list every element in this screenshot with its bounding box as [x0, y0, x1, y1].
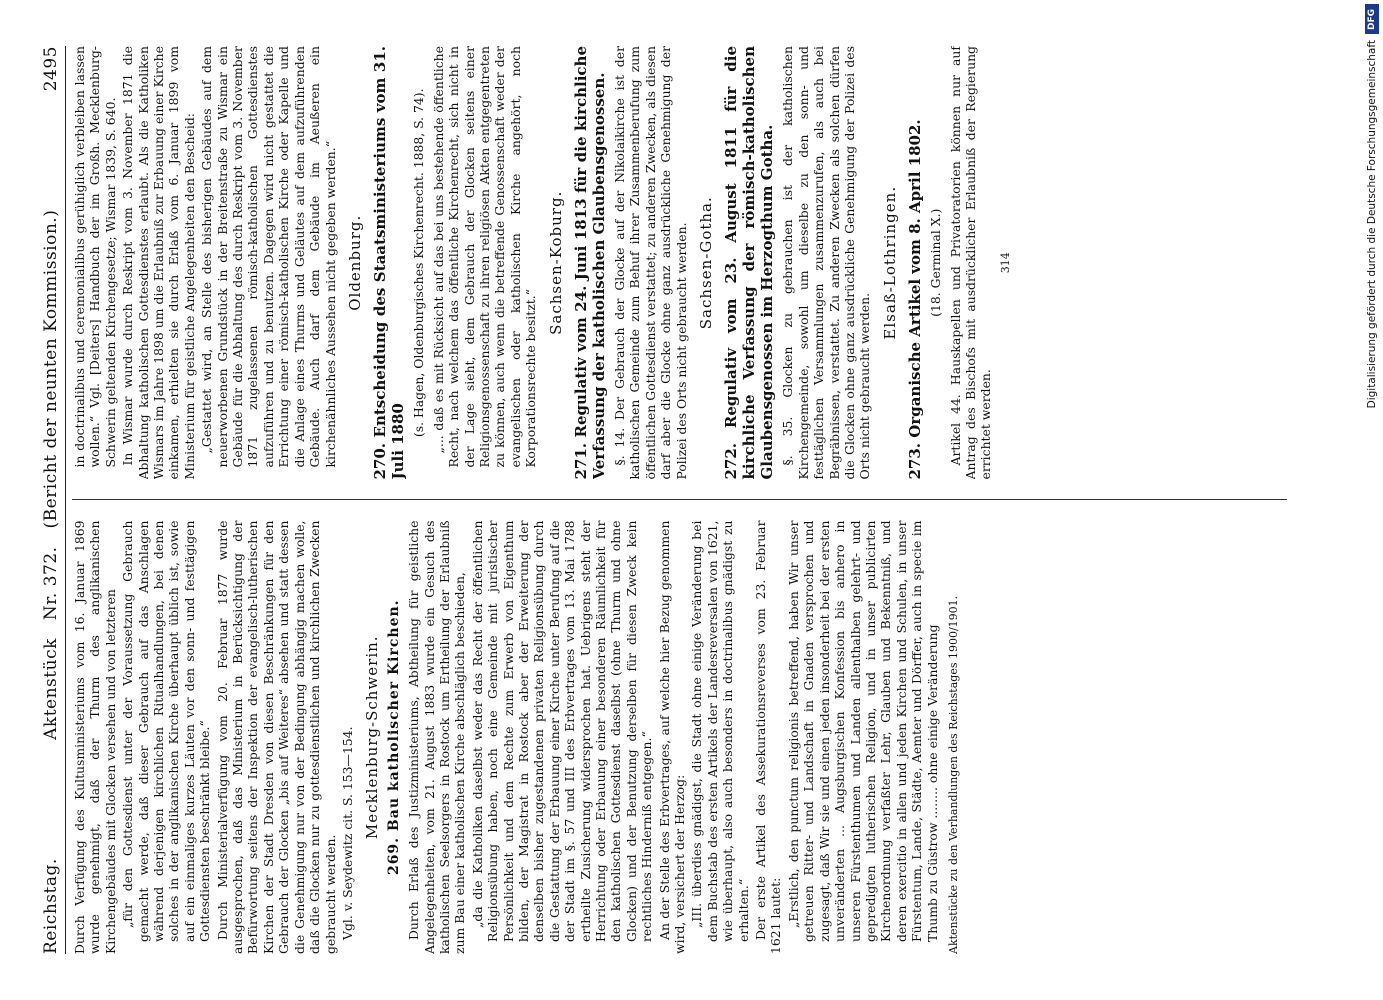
paragraph: Durch Verfügung des Kultusministeriums vom 16. Januar 1869 wurde genehmigt, daß der Thurm des anglikanischen Kirchengebäudes mit Glocken versehen und von letzteren: [71, 520, 118, 954]
page-number: 2495: [40, 46, 61, 92]
region-heading: Oldenburg.: [345, 214, 364, 311]
paragraph: §. 35. Glocken zu gebrauchen ist der katholischen Kirchengemeinde, sowohl um dieselbe zu den sonn- und festtäglichen Versammlungen zusammenzurufen, als auch bei Begräbnissen, verstattet. Zu anderen Zwecken als solchen dürfen die Glocken ohne ganz ausdrückliche Genehmigung der Polizei des Orts nicht gebraucht werden.: [779, 46, 872, 480]
paragraph: Durch Erlaß des Justizministeriums, Abtheilung für geistliche Angelegenheiten, vom 21. August 1883 wurde ein Gesuch des katholischen Seelsorgers in Rostock um Ertheilung der Erlaubniß zum Bau einer katholischen Kirche abschläglich beschieden,: [405, 520, 467, 954]
quote: „... daß es mit Rücksicht auf das bei uns bestehende öffentliche Recht, nach welchem das öffentliche Kirchenrecht, sich nicht in der Lage sieht, dem Gebrauch der Glocken seitens einer Religionsgenossenschaft zu ihren religiösen Akten entgegentreten zu können, auch wenn die betreffende Genossenschaft weder der evangelischen oder katholischen Kirche angehört, noch Korporationsrechte besitzt.“: [430, 46, 538, 468]
item-heading-271: 271. Regulativ vom 24. Juni 1813 für die kirchliche Verfassung der katholischen Glaubensgenossen.: [571, 46, 608, 480]
quote: „Erstlich, den punctum religionis betreffend, haben Wir unser getreuen Ritter- und Landschaft in Gnaden versprochen und zugesagt, daß Wir sie und einen jeden insonderheit bei der ersten unveränderten ... Augsburgischen Konfession bis anhero in unseren Fürstenthumen und Landen allenthalben gelehrt- und gepredigten lutherischen Religion, und in unser publicirten Kirchenordnung verfaßter Lehr, Glauben und Bekenntniß, und deren exercitio in allen und jeden Kirchen und Schulen, in unser Fürstentum, Lande, Städte, Aemter und Dörffer, auch in specie im Thumb zu Güstrow ........ ohne einige Veränderung: [785, 520, 940, 942]
paragraph: Der erste Artikel des Assekurationsreverses vom 23. Februar 1621 lautet:: [752, 520, 783, 954]
paragraph: Artikel 44. Hauskapellen und Privatoratorien können nur auf Antrag des Bischofs mit ausdrücklicher Erlaubniß der Regierung errichtet werden.: [947, 46, 993, 480]
dfg-credit: Digitalisierung gefördert durch die Deutsche Forschungsgemeinschaft: [1366, 40, 1378, 409]
column-right: [72, 46, 1287, 480]
header-commission: (Bericht der neunten Kommission.): [40, 209, 61, 529]
item-heading-270: 270. Entscheidung des Staatsministeriums vom 31. Juli 1880: [370, 46, 407, 480]
citation: Vgl. v. Seydewitz cit. S. 153—154.: [339, 726, 355, 940]
item-heading-272: 272. Regulativ vom 23. August 1811 für die kirchliche Verfassung der römisch-katholischen Glaubensgenossen im Herzogthum Gotha.: [721, 46, 776, 480]
volume-footer: Aktenstücke zu den Verhandlungen des Reichstages 1900/1901.: [946, 595, 960, 954]
paragraph: In Wismar wurde durch Reskript vom 3. November 1871 die Abhaltung katholischen Gottesdienstes erlaubt. Als die Katholiken Wismars im Jahre 1898 um die Erlaubniß zur Erbauung einer Kirche einkamen, erhielten sie durch Erlaß vom 6. Januar 1899 vom Ministerium für geistliche Angelegenheiten den Bescheid:: [119, 46, 197, 480]
header-doc-number: Nr. 372.: [40, 546, 61, 621]
quote-continued: in doctrinalibus und ceremonialibus gerühiglich verbleiben lassen wollen.“ Vgl. [Deiters] Handbuch der im Großh. Mecklenburg-Schwerin geltenden Kirchengesetze; Wismar 1839, S. 640.: [71, 46, 118, 468]
region-heading: Mecklenburg-Schwerin.: [362, 635, 381, 840]
item-reference: (18. Germinal X.): [927, 208, 943, 317]
text-columns: [72, 46, 1287, 954]
region-heading: Sachsen-Koburg.: [546, 190, 565, 335]
dfg-stamp: [1361, 0, 1383, 1000]
quote: „da die Katholiken daselbst weder das Recht der öffentlichen Religionsübung haben, noch eine Gemeinde mit juristischer Persönlichkeit und dem Rechte zum Erwerb von Eigenthum bilden, der Magistrat in Rostock aber der Erweiterung der denselben bisher zugestandenen privaten Religionsübung durch die Gestattung der Erbauung einer Kirche unter Berufung auf die der Stadt im §. 57 und III des Erbvertrages vom 13. Mai 1788 ertheilte Zusicherung widersprochen hat. Uebrigens steht der Herrichtung oder Erbauung einer besonderen Räumlichkeit für den katholischen Gottesdienst daselbst (ohne Thurm und ohne Glocken) und der Benutzung derselben für diesen Zweck kein rechtliches Hinderniß entgegen.“: [469, 520, 654, 942]
header-left: Reichstag.: [40, 858, 61, 954]
page-header: [41, 46, 66, 954]
item-heading-269: 269. Bau katholischer Kirchen.: [385, 599, 402, 876]
region-heading: Elsaß-Lothringen.: [880, 185, 899, 340]
quote: „III. überdies gnädigst, die Stadt ohne einige Veränderung bei dem Buchstab des ersten Artikels der Landesreversalen von 1621, wie überhaupt, also auch besonders in doctrinalibus gnädigst zu erhalten.“: [688, 520, 751, 942]
rotated-page: [27, 20, 1357, 980]
paragraph: Durch Ministerialverfügung vom 20. Februar 1877 wurde ausgesprochen, daß das Ministerium in Berücksichtigung der Befürwortung seitens der Inspektion der evangelisch-lutherischen Kirchen der Stadt Dresden von diesen Beschränkungen für den Gebrauch der Glocken „bis auf Weiteres“ absehen und statt dessen die Genehmigung nur von der Bedingung abhängig machen wolle, daß die Glocken nur zu gottesdienstlichen und kirchlichen Zwecken gebraucht werden.: [214, 520, 337, 954]
header-center: [41, 91, 61, 858]
column-divider: [72, 500, 1287, 501]
region-heading: Sachsen-Gotha.: [696, 196, 715, 330]
paragraph: An der Stelle des Erbvertrages, auf welche hier Bezug genommen wird, versichert der Herzog:: [656, 520, 687, 954]
item-reference: (s. Hagen, Oldenburgisches Kirchenrecht. 1888, S. 74).: [410, 88, 426, 438]
column-left: [72, 521, 1287, 955]
signature-mark: 314: [998, 252, 1012, 274]
paragraph: §. 14. Der Gebrauch der Glocke auf der Nikolaikirche ist der katholischen Gemeinde zum Behuf ihrer Zusammenberufung zum öffentlichen Gottesdienst verstattet; zu anderen Zwecken, als diesen darf aber die Glocke ohne ganz ausdrückliche Genehmigung der Polizei des Orts nicht gebraucht werden.: [611, 46, 689, 480]
header-doc-label: Aktenstück: [40, 638, 61, 740]
item-heading-273: 273. Organische Artikel vom 8. April 1802.: [905, 119, 924, 480]
quote: „Gestattet wird, an Stelle des bisherigen Gebäudes auf dem neuerworbenen Grundstück in der Breitenstraße zu Wismar ein Gebäude für die Abhaltung des durch Reskript vom 3. November 1871 zugelassenen römisch-katholischen Gottesdienstes aufzuführen und zu benutzen. Dagegen wird nicht gestattet die Errichtung einer römisch-katholischen Kirche oder Kapelle und die Anlage eines Thurms und Geläutes auf dem aufzuführenden Gebäude. Auch darf dem Gebäude im Aeußeren ein kirchenähnliches Aussehen nicht gegeben werden.“: [198, 46, 337, 468]
dfg-logo: DFG: [1365, 4, 1379, 34]
quote: „für den Gottesdienst unter der Voraussetzung Gebrauch gemacht werde, daß dieser Gebrauch auf das Anschlagen während derjenigen kirchlichen Ritualhandlungen, bei denen solches in der anglikanischen Kirche überhaupt üblich ist, sowie auf ein einmaliges kurzes Läuten vor den sonn- und festtägigen Gottesdiensten beschränkt bleibe.“: [119, 520, 212, 942]
